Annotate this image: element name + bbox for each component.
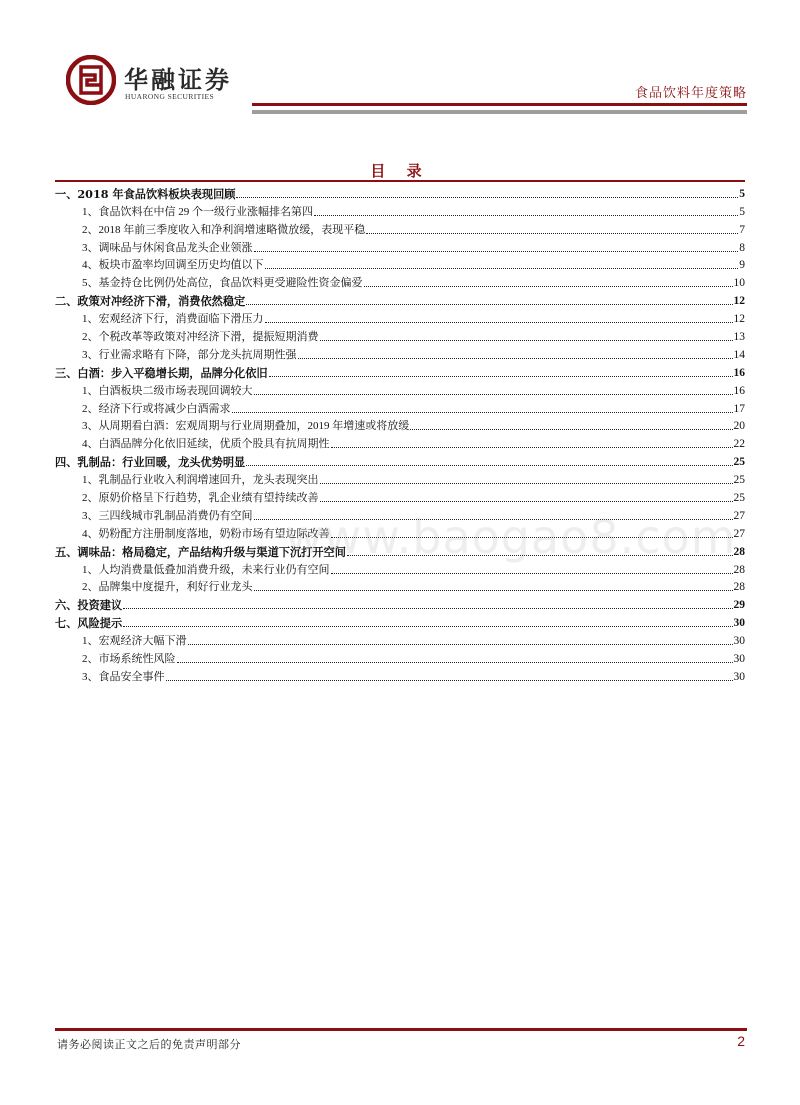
toc-leader-dots (254, 590, 733, 591)
toc-entry-text: 3、调味品与休闲食品龙头企业领涨 (82, 241, 253, 254)
toc-leader-dots (123, 626, 732, 627)
toc-entry-text: 1、人均消费量低叠加消费升级，未来行业仍有空间 (82, 563, 330, 576)
header-rule-gray (252, 110, 747, 114)
toc-entry-page: 25 (733, 492, 745, 505)
toc-entry-page: 22 (733, 438, 745, 451)
toc-subsection-entry[interactable] (55, 272, 745, 290)
toc-entry-page: 5 (739, 187, 745, 200)
toc-entry-page: 12 (733, 313, 745, 326)
toc-entry-text: 4、奶粉配方注册制度落地，奶粉市场有望边际改善 (82, 527, 330, 540)
toc-leader-dots (265, 322, 733, 323)
toc-leader-dots (331, 447, 733, 448)
toc-leader-dots (246, 304, 732, 305)
toc-subsection-entry[interactable] (55, 326, 745, 344)
page-header (0, 0, 800, 120)
toc-subsection-entry[interactable] (55, 219, 745, 237)
toc-leader-dots (254, 394, 733, 395)
watermark: www.baogao8.com (285, 510, 737, 564)
toc-leader-dots (246, 465, 732, 466)
toc-entry-text: 2、市场系统性风险 (82, 653, 176, 666)
toc-entry-page: 16 (733, 366, 745, 379)
toc-leader-dots (364, 286, 733, 287)
toc-entry-page: 8 (739, 241, 745, 254)
toc-subsection-entry[interactable] (55, 201, 745, 219)
company-name-en: HUARONG SECURITIES (125, 92, 215, 101)
toc-entry-text: 2、原奶价格呈下行趋势，乳企业绩有望持续改善 (82, 492, 319, 505)
toc-title-rule (55, 180, 745, 182)
toc-entry-text: 2、品牌集中度提升，利好行业龙头 (82, 581, 253, 594)
toc-subsection-entry[interactable] (55, 416, 745, 434)
toc-leader-dots (331, 573, 733, 574)
toc-entry-page: 12 (733, 295, 745, 308)
toc-entry-page: 25 (733, 456, 745, 469)
toc-subsection-entry[interactable] (55, 487, 745, 505)
toc-entry-text: 1、宏观经济大幅下滑 (82, 635, 187, 648)
toc-entry-text: 2、2018 年前三季度收入和净利润增速略微放缓，表现平稳 (82, 223, 366, 236)
toc-leader-dots (232, 412, 733, 413)
toc-entry-text: 1、白酒板块二级市场表现回调较大 (82, 384, 253, 397)
toc-entry-text: 3、三四线城市乳制品消费仍有空间 (82, 509, 253, 522)
toc-leader-dots (188, 644, 733, 645)
toc-leader-dots (366, 233, 738, 234)
toc-subsection-entry[interactable] (55, 666, 745, 684)
toc-entry-page: 7 (739, 223, 745, 236)
toc-leader-dots (314, 215, 738, 216)
toc-leader-dots (265, 268, 739, 269)
toc-entry-page: 17 (733, 402, 745, 415)
toc-entry-text: 六、投资建议 (55, 598, 123, 613)
report-type-label: 食品饮料年度策略 (634, 86, 747, 101)
toc-entry-text: 七、风险提示 (55, 616, 123, 631)
footer-disclaimer: 请务必阅读正文之后的免责声明部分 (57, 1038, 241, 1051)
table-of-contents (55, 183, 745, 684)
toc-leader-dots (177, 662, 733, 663)
toc-entry-page: 29 (733, 599, 745, 612)
toc-entry-text: 3、从周期看白酒：宏观周期与行业周期叠加，2019 年增速或将放缓 (82, 420, 410, 433)
toc-entry-text: 3、行业需求略有下降，部分龙头抗周期性强 (82, 348, 297, 361)
header-rule-red (252, 103, 747, 106)
huarong-logo-icon (66, 55, 116, 105)
toc-leader-dots (320, 501, 733, 502)
toc-entry-page: 28 (733, 581, 745, 594)
toc-entry-text: 2、个税改革等政策对冲经济下滑，提振短期消费 (82, 331, 319, 344)
toc-entry-text: 1、乳制品行业收入利润增速回升，龙头表现突出 (82, 474, 319, 487)
toc-entry-page: 28 (733, 545, 745, 558)
toc-entry-text: 二、政策对冲经济下滑，消费依然稳定 (55, 294, 246, 309)
toc-entry-page: 30 (733, 617, 745, 630)
toc-entry-page: 27 (733, 527, 745, 540)
toc-subsection-entry[interactable] (55, 308, 745, 326)
toc-entry-text: 5、基金持仓比例仍处高位，食品饮料更受避险性资金偏爱 (82, 277, 363, 290)
toc-entry-text: 3、食品安全事件 (82, 670, 165, 683)
toc-entry-text: 四、乳制品：行业回暖，龙头优势明显 (55, 455, 246, 470)
toc-entry-page: 30 (733, 635, 745, 648)
toc-leader-dots (320, 483, 733, 484)
toc-entry-text: 三、白酒：步入平稳增长期，品牌分化依旧 (55, 365, 268, 380)
toc-entry-page: 25 (733, 474, 745, 487)
toc-subsection-entry[interactable] (55, 237, 745, 255)
toc-entry-page: 28 (733, 563, 745, 576)
toc-entry-text: 五、调味品：格局稳定，产品结构升级与渠道下沉打开空间 (55, 544, 346, 559)
footer-rule (55, 1028, 747, 1031)
toc-entry-page: 30 (733, 653, 745, 666)
toc-entry-page: 27 (733, 509, 745, 522)
toc-subsection-entry[interactable] (55, 469, 745, 487)
toc-section-entry[interactable] (55, 612, 745, 630)
toc-entry-text: 2、经济下行或将减少白酒需求 (82, 402, 231, 415)
toc-subsection-entry[interactable] (55, 398, 745, 416)
toc-entry-text: 一、2018 年食品饮料板块表现回顾 (55, 186, 236, 201)
toc-section-entry[interactable] (55, 451, 745, 469)
toc-subsection-entry[interactable] (55, 648, 745, 666)
toc-leader-dots (410, 429, 732, 430)
toc-entry-text: 4、白酒品牌分化依旧延续，优质个股具有抗周期性 (82, 438, 330, 451)
toc-entry-page: 20 (733, 420, 745, 433)
toc-leader-dots (236, 197, 738, 198)
toc-entry-page: 14 (733, 348, 745, 361)
toc-entry-page: 30 (733, 670, 745, 683)
toc-entry-page: 5 (739, 205, 745, 218)
toc-entry-page: 13 (733, 331, 745, 344)
toc-entry-text: 1、食品饮料在中信 29 个一级行业涨幅排名第四 (82, 205, 313, 218)
toc-section-entry[interactable] (55, 594, 745, 612)
toc-subsection-entry[interactable] (55, 433, 745, 451)
toc-entry-text: 4、板块市盈率均回调至历史均值以下 (82, 259, 264, 272)
toc-subsection-entry[interactable] (55, 344, 745, 362)
page-number: 2 (737, 1033, 745, 1049)
toc-leader-dots (298, 358, 733, 359)
toc-entry-text: 1、宏观经济下行，消费面临下滑压力 (82, 313, 264, 326)
toc-section-entry[interactable] (55, 290, 745, 308)
toc-leader-dots (166, 680, 733, 681)
toc-subsection-entry[interactable] (55, 380, 745, 398)
toc-entry-page: 16 (733, 384, 745, 397)
toc-subsection-entry[interactable] (55, 255, 745, 273)
toc-entry-page: 10 (733, 277, 745, 290)
toc-leader-dots (254, 251, 739, 252)
toc-leader-dots (269, 376, 733, 377)
toc-section-entry[interactable] (55, 362, 745, 380)
toc-leader-dots (320, 340, 733, 341)
toc-section-entry[interactable] (55, 183, 745, 201)
toc-subsection-entry[interactable] (55, 630, 745, 648)
company-name-cn: 华融证券 (124, 66, 232, 94)
toc-subsection-entry[interactable] (55, 577, 745, 595)
toc-entry-page: 9 (739, 259, 745, 272)
toc-title: 目 录 (370, 162, 430, 180)
toc-leader-dots (123, 608, 732, 609)
